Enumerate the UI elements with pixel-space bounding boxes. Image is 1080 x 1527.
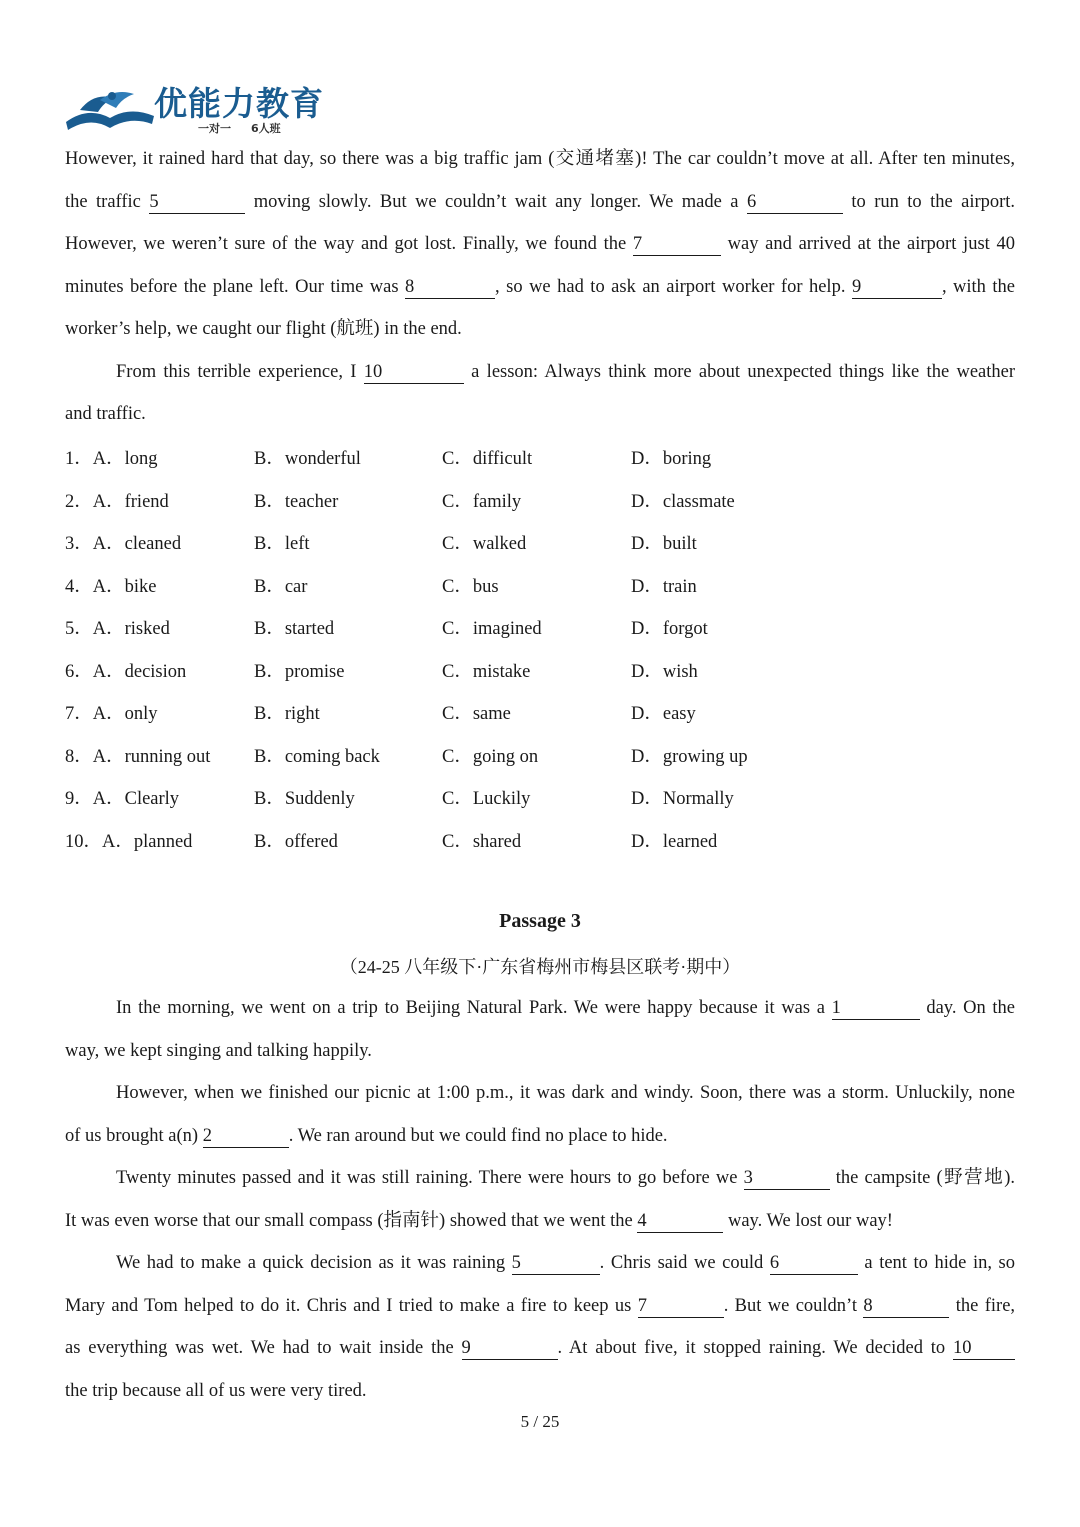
blank-7: 7 [638,1296,724,1318]
blank-5: 5 [512,1253,600,1275]
option-row: 5．A．risked B．started C．imagined D．forgot [65,619,708,639]
passage-3-text: In the morning, we went on a trip to Beijing Natural Park. We were happy because it was a 1 day. On the way, we kept singing and talking happily. However, when we finished our picnic at 1:00 p.m., it was dark and windy. Soon, there was a storm. Unluckily, none of us brought a(n) 2 . We ran around but we could find no place to hide. Twenty minutes passed and it was still raining. There were hours to go before we 3 the campsite (野营地). It was even worse that our small compass (指南针) showed that we went the 4 way. We lost our way! We had to make a quick decision as it was raining 5 . Chris said we could 6 a tent to hide in, so Mary and Tom helped to do it. Chris and I tried to make a fire to keep us 7 . But we couldn’t 8 the fire, as everything was wet. We had to wait inside the 9 . At about five, it stopped raining. We decided to 10 the trip because all of us were very tired. [65,998,1016,1401]
blank-4: 4 [637,1211,723,1233]
blank-8: 8 [863,1296,949,1318]
option-row: 2．A．friend B．teacher C．family D．classmate [65,491,735,512]
passage-2-text: However, it rained hard that day, so there was a big traffic jam (交通堵塞)! The car couldn’t move at all. After ten minutes, the traffic 5 moving slowly. But we couldn’t wait any longer. We made a 6 to run to the airport. However, we weren’t sure of the way and got lost. Finally, we found the 7 way and arrived at the airport just 40 minutes before the plane left. Our time was 8 , so we had to ask an airport worker for help. 9 , with the worker’s help, we caught our flight (航班) in the end. From this terrible experience, I 10 a lesson: Always think more about unexpected things like the weather and traffic. [65,149,1016,424]
logo-subtitle: 一对一 6人班 [198,122,281,135]
blank-1: 1 [832,998,920,1020]
blank-5: 5 [149,192,245,214]
blank-9: 9 [462,1338,558,1360]
option-row: 10．A．planned B．offered C．shared D．learned [65,831,718,852]
option-row: 1．A．long B．wonderful C．difficult D．boring [65,449,712,469]
option-row: 8．A．running out B．coming back C．going on D．growing up [65,746,748,767]
blank-10: 10 [364,362,464,384]
passage-title: Passage 3 [499,910,581,932]
answer-options [65,436,965,861]
book-swoosh-icon [64,84,156,140]
blank-9: 9 [852,277,942,299]
blank-7: 7 [633,234,721,256]
option-row: 7．A．only B．right C．same D．easy [65,704,696,724]
option-row: 6．A．decision B．promise C．mistake D．wish [65,661,698,682]
blank-3: 3 [744,1168,830,1190]
blank-6: 6 [770,1253,858,1275]
option-row: 4．A．bike B．car C．bus D．train [65,576,697,597]
option-row: 3．A．cleaned B．left C．walked D．built [65,534,697,554]
passage-source: （24-25 八年级下·广东省梅州市梅县区联考·期中） [339,957,741,977]
option-row: 9．A．Clearly B．Suddenly C．Luckily D．Normally [65,789,734,809]
blank-6: 6 [747,192,843,214]
page-number: 5 / 25 [520,1412,560,1431]
logo-title: 优能力教育 [154,84,324,123]
brand-logo [64,78,334,138]
blank-8: 8 [405,277,495,299]
blank-2: 2 [203,1126,289,1148]
blank-10: 10 [953,1338,1015,1360]
